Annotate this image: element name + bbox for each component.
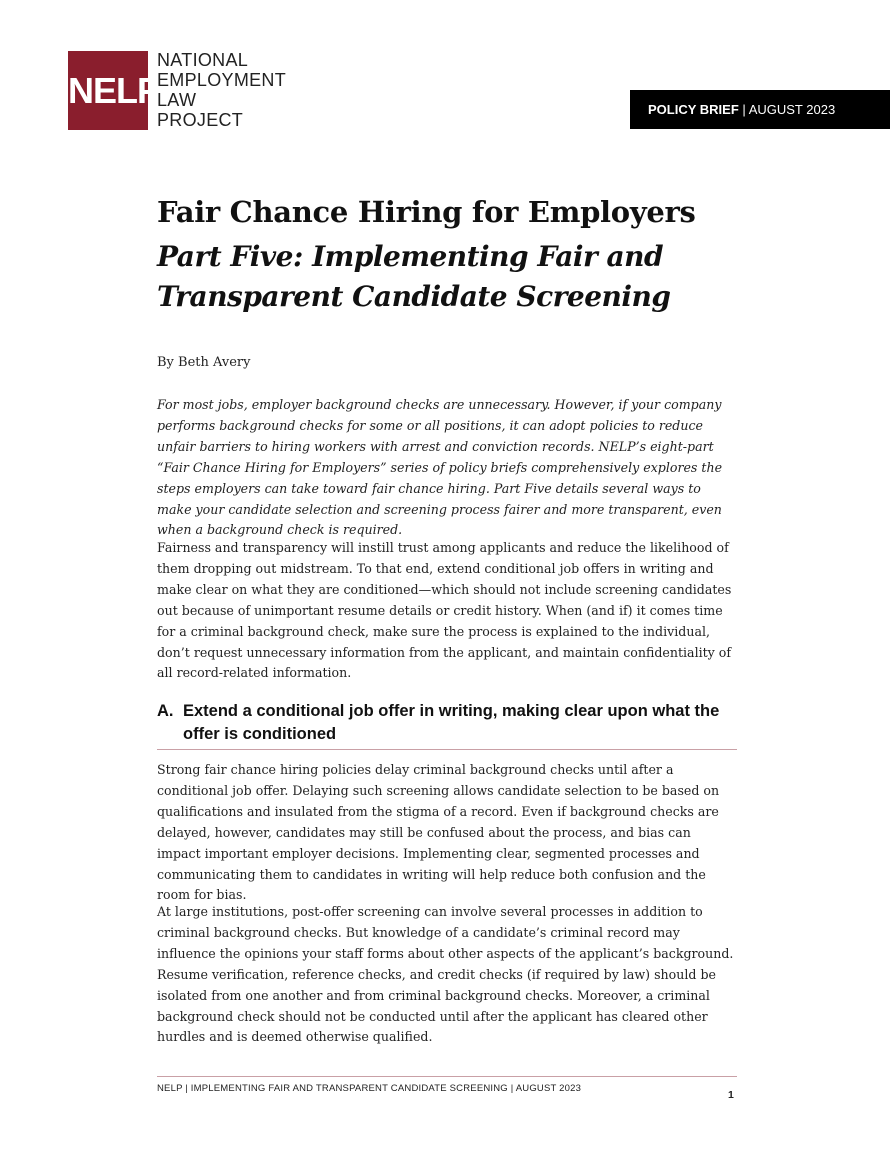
brief-separator: | (742, 102, 746, 117)
org-name-line: PROJECT (157, 110, 244, 130)
section-paragraph: Strong fair chance hiring policies delay criminal background checks until after a conditional job offer. Delaying such screening allows candidate selection to be based on qualifications and insulated from the stigma of a record. Even if background checks are delayed, however, candidates may still be confused about the process, and bias can impact important employer decisions. Implementing clear, segmented processes and communicating them to candidates in writing will help reduce both confusion and the room for bias. (157, 762, 720, 903)
footer-divider (157, 1076, 737, 1077)
section-heading-text: Extend a conditional job offer in writing, making clear upon what the offer is conditioned (183, 702, 720, 743)
section-paragraph: At large institutions, post-offer screening can involve several processes in addition to criminal background checks. But knowledge of a candidate’s criminal record may influence the opinions your staff forms about other aspects of the applicant’s background. Resume verification, reference checks, and credit checks (if required by law) should be isolated from one another and from criminal background checks. Moreover, a criminal background check should not be conducted until after the applicant has cleared other hurdles and is deemed otherwise qualified. (157, 904, 734, 1045)
brief-date: AUGUST 2023 (748, 102, 836, 117)
subtitle-line: Part Five: Implementing Fair and (157, 240, 664, 273)
organization-name (157, 50, 286, 130)
logo-abbrev: NELP (68, 70, 161, 111)
subtitle-line: Transparent Candidate Screening (157, 280, 671, 313)
section-divider (157, 749, 737, 750)
nelp-logo (68, 51, 161, 130)
intro-paragraph: For most jobs, employer background checks are unnecessary. However, if your company performs background checks for some or all positions, it can adopt policies to reduce unfair barriers to hiring workers with arrest and conviction records. NELP’s eight-part “Fair Chance Hiring for Employers” series of policy briefs comprehensively explores the steps employers can take toward fair chance hiring. Part Five details several ways to make your candidate selection and screening process fairer and more transparent, even when a background check is required. (157, 397, 723, 538)
policy-brief-banner (630, 90, 890, 129)
page-number: 1 (728, 1089, 734, 1101)
author-byline: By Beth Avery (157, 355, 251, 370)
document-subtitle (157, 237, 797, 317)
page-footer: NELP | IMPLEMENTING FAIR AND TRANSPARENT CANDIDATE SCREENING | AUGUST 2023 (157, 1083, 582, 1094)
body-paragraph: Fairness and transparency will instill trust among applicants and reduce the likelihood of them dropping out midstream. To that end, extend conditional job offers in writing and make clear on what they are conditioned—which should not include screening candidates out because of unimportant resume details or credit history. When (and if) it comes time for a criminal background check, make sure the process is explained to the individual, don’t request unnecessary information from the applicant, and maintain confidentiality of all record-related information. (157, 540, 732, 681)
document-title: Fair Chance Hiring for Employers (157, 195, 696, 229)
org-name-line: NATIONAL (157, 50, 249, 70)
org-name-line: EMPLOYMENT (157, 70, 287, 90)
brief-label: POLICY BRIEF (648, 102, 739, 117)
org-name-line: LAW (157, 90, 197, 110)
section-heading (157, 700, 737, 746)
section-letter: A. (157, 702, 174, 720)
